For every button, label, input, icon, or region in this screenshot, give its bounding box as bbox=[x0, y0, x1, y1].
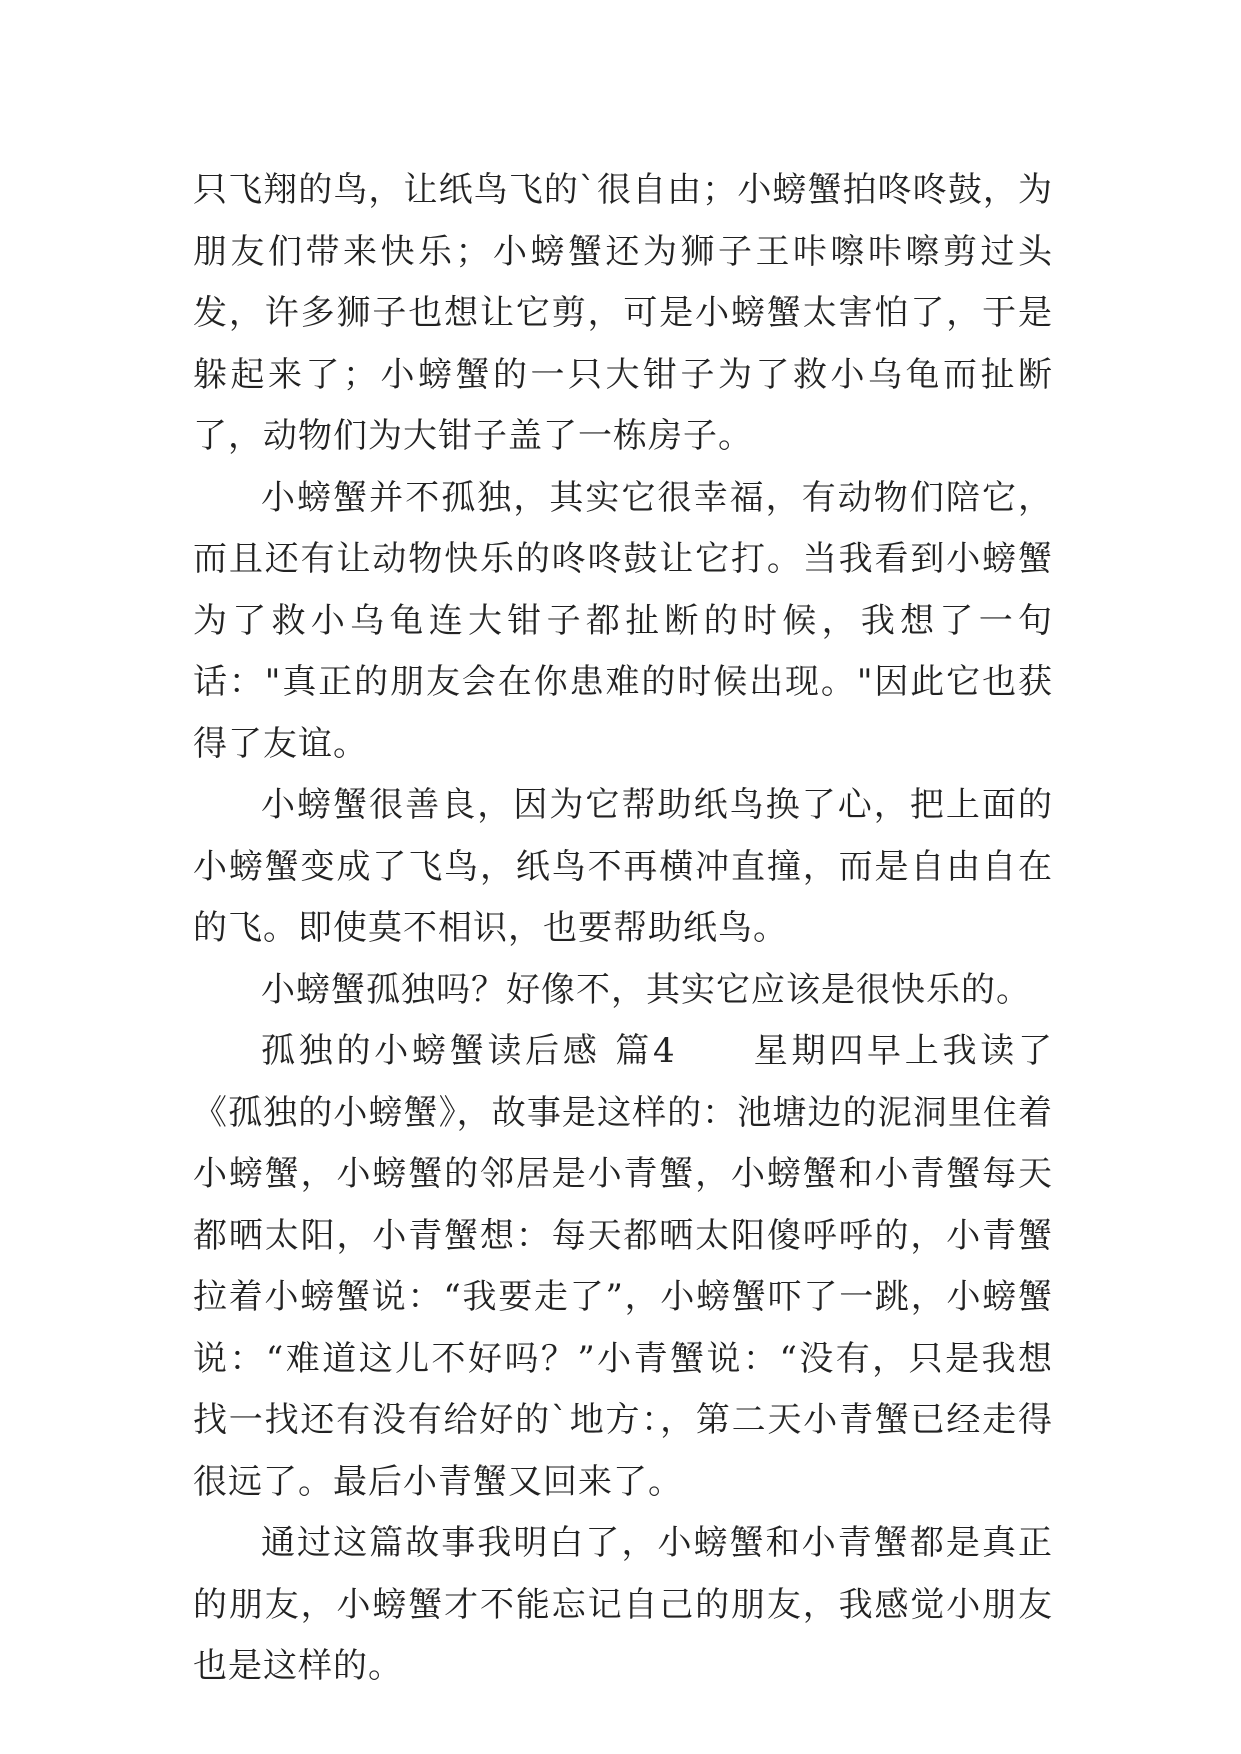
document-body bbox=[193, 160, 1053, 1698]
paragraph-4: 小螃蟹孤独吗？好像不，其实它应该是很快乐的。 bbox=[261, 969, 1031, 1010]
paragraph-6: 通过这篇故事我明白了，小螃蟹和小青蟹都是真正的朋友，小螃蟹才不能忘记自己的朋友，我感觉小朋友也是这样的。 bbox=[193, 1523, 1053, 1686]
paragraph-1: 只飞翔的鸟，让纸鸟飞的`很自由；小螃蟹拍咚咚鼓，为朋友们带来快乐；小螃蟹还为狮子王咔嚓咔嚓剪过头发，许多狮子也想让它剪，可是小螃蟹太害怕了，于是躲起来了；小螃蟹的一只大钳子为了救小乌龟而扯断了，动物们为大钳子盖了一栋房子。 bbox=[193, 170, 1053, 456]
paragraph-3: 小螃蟹很善良，因为它帮助纸鸟换了心，把上面的小螃蟹变成了飞鸟，纸鸟不再横冲直撞，而是自由自在的飞。即使莫不相识，也要帮助纸鸟。 bbox=[193, 785, 1053, 948]
paragraph-2: 小螃蟹并不孤独，其实它很幸福，有动物们陪它，而且还有让动物快乐的咚咚鼓让它打。当我看到小螃蟹为了救小乌龟连大钳子都扯断的时候，我想了一句话："真正的朋友会在你患难的时候出现。"因此它也获得了友谊。 bbox=[193, 477, 1053, 764]
paragraph-5: 孤独的小螃蟹读后感 篇4 星期四早上我读了《孤独的小螃蟹》，故事是这样的：池塘边的泥洞里住着小螃蟹，小螃蟹的邻居是小青蟹，小螃蟹和小青蟹每天都晒太阳，小青蟹想：每天都晒太阳傻呼呼的，小青蟹拉着小螃蟹说：“我要走了”，小螃蟹吓了一跳，小螃蟹说：“难道这儿不好吗？”小青蟹说：“没有，只是我想找一找还有没有给好的`地方：，第二天小青蟹已经走得很远了。最后小青蟹又回来了。 bbox=[193, 1031, 1053, 1502]
